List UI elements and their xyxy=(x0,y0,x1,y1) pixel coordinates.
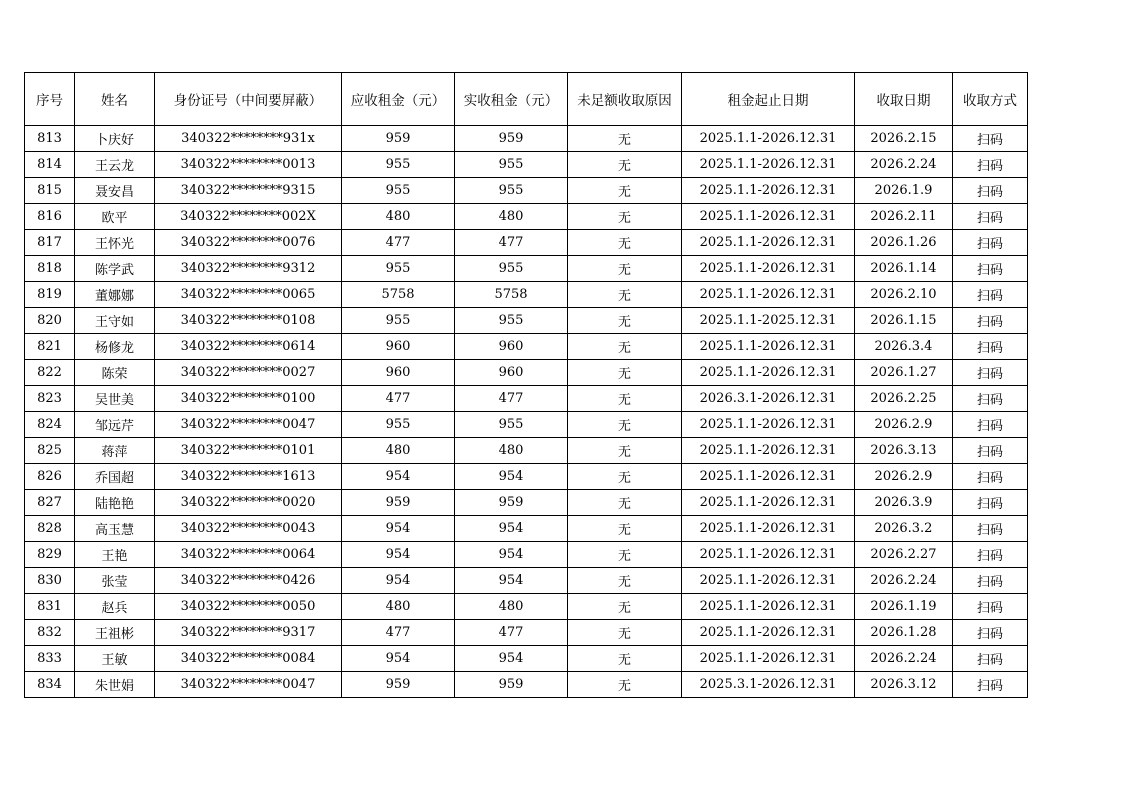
cell-rent-period: 2025.1.1-2026.12.31 xyxy=(682,230,855,256)
cell-serial-number: 834 xyxy=(25,672,75,698)
cell-shortfall-reason: 无 xyxy=(568,204,682,230)
cell-name: 王敏 xyxy=(75,646,155,672)
cell-rent-received: 480 xyxy=(455,204,568,230)
cell-name: 高玉慧 xyxy=(75,516,155,542)
cell-collection-date: 2026.1.15 xyxy=(855,308,953,334)
cell-rent-period: 2025.1.1-2026.12.31 xyxy=(682,334,855,360)
cell-rent-received: 477 xyxy=(455,386,568,412)
cell-rent-received: 955 xyxy=(455,412,568,438)
table-row xyxy=(25,594,1028,620)
column-header-serial-number: 序号 xyxy=(25,73,75,126)
cell-rent-due: 954 xyxy=(342,464,455,490)
table-row xyxy=(25,386,1028,412)
cell-serial-number: 822 xyxy=(25,360,75,386)
cell-rent-due: 477 xyxy=(342,620,455,646)
cell-rent-due: 955 xyxy=(342,412,455,438)
cell-serial-number: 824 xyxy=(25,412,75,438)
cell-name: 王怀光 xyxy=(75,230,155,256)
cell-id-number: 340322********0013 xyxy=(155,152,342,178)
cell-rent-period: 2025.1.1-2026.12.31 xyxy=(682,282,855,308)
table-row xyxy=(25,568,1028,594)
cell-id-number: 340322********0047 xyxy=(155,412,342,438)
cell-name: 邹远芹 xyxy=(75,412,155,438)
cell-name: 赵兵 xyxy=(75,594,155,620)
cell-payment-method: 扫码 xyxy=(953,672,1028,698)
cell-rent-received: 960 xyxy=(455,334,568,360)
table-row xyxy=(25,334,1028,360)
cell-rent-received: 960 xyxy=(455,360,568,386)
cell-rent-due: 480 xyxy=(342,594,455,620)
table-row xyxy=(25,672,1028,698)
cell-payment-method: 扫码 xyxy=(953,308,1028,334)
cell-rent-period: 2025.1.1-2026.12.31 xyxy=(682,542,855,568)
cell-shortfall-reason: 无 xyxy=(568,152,682,178)
cell-payment-method: 扫码 xyxy=(953,542,1028,568)
cell-serial-number: 825 xyxy=(25,438,75,464)
table-row xyxy=(25,256,1028,282)
column-header-shortfall-reason: 未足额收取原因 xyxy=(568,73,682,126)
cell-name: 陈学武 xyxy=(75,256,155,282)
cell-collection-date: 2026.2.10 xyxy=(855,282,953,308)
cell-rent-received: 955 xyxy=(455,152,568,178)
cell-id-number: 340322********0084 xyxy=(155,646,342,672)
cell-shortfall-reason: 无 xyxy=(568,230,682,256)
cell-name: 卜庆好 xyxy=(75,126,155,152)
table-row xyxy=(25,646,1028,672)
cell-id-number: 340322********002X xyxy=(155,204,342,230)
cell-rent-received: 959 xyxy=(455,672,568,698)
cell-payment-method: 扫码 xyxy=(953,360,1028,386)
cell-rent-received: 954 xyxy=(455,464,568,490)
table-row xyxy=(25,464,1028,490)
table-row xyxy=(25,490,1028,516)
table-row xyxy=(25,620,1028,646)
cell-rent-received: 955 xyxy=(455,178,568,204)
cell-serial-number: 833 xyxy=(25,646,75,672)
cell-id-number: 340322********0020 xyxy=(155,490,342,516)
cell-id-number: 340322********0614 xyxy=(155,334,342,360)
cell-collection-date: 2026.3.12 xyxy=(855,672,953,698)
cell-shortfall-reason: 无 xyxy=(568,282,682,308)
cell-rent-period: 2025.3.1-2026.12.31 xyxy=(682,672,855,698)
cell-id-number: 340322********0076 xyxy=(155,230,342,256)
table-row xyxy=(25,230,1028,256)
cell-shortfall-reason: 无 xyxy=(568,256,682,282)
cell-rent-due: 954 xyxy=(342,646,455,672)
cell-payment-method: 扫码 xyxy=(953,646,1028,672)
table-row xyxy=(25,308,1028,334)
cell-shortfall-reason: 无 xyxy=(568,308,682,334)
cell-serial-number: 832 xyxy=(25,620,75,646)
cell-rent-received: 954 xyxy=(455,568,568,594)
cell-id-number: 340322********0043 xyxy=(155,516,342,542)
cell-name: 杨修龙 xyxy=(75,334,155,360)
cell-shortfall-reason: 无 xyxy=(568,386,682,412)
cell-collection-date: 2026.3.2 xyxy=(855,516,953,542)
cell-payment-method: 扫码 xyxy=(953,282,1028,308)
cell-payment-method: 扫码 xyxy=(953,594,1028,620)
cell-id-number: 340322********0100 xyxy=(155,386,342,412)
cell-rent-period: 2025.1.1-2026.12.31 xyxy=(682,620,855,646)
cell-rent-due: 480 xyxy=(342,438,455,464)
cell-payment-method: 扫码 xyxy=(953,412,1028,438)
cell-id-number: 340322********0101 xyxy=(155,438,342,464)
cell-payment-method: 扫码 xyxy=(953,204,1028,230)
cell-payment-method: 扫码 xyxy=(953,620,1028,646)
cell-rent-received: 959 xyxy=(455,126,568,152)
cell-payment-method: 扫码 xyxy=(953,126,1028,152)
table-row xyxy=(25,516,1028,542)
cell-collection-date: 2026.2.27 xyxy=(855,542,953,568)
cell-serial-number: 814 xyxy=(25,152,75,178)
cell-rent-period: 2025.1.1-2026.12.31 xyxy=(682,568,855,594)
cell-name: 王守如 xyxy=(75,308,155,334)
cell-collection-date: 2026.1.14 xyxy=(855,256,953,282)
cell-rent-due: 955 xyxy=(342,308,455,334)
cell-rent-received: 959 xyxy=(455,490,568,516)
cell-rent-received: 480 xyxy=(455,594,568,620)
cell-shortfall-reason: 无 xyxy=(568,178,682,204)
cell-collection-date: 2026.2.9 xyxy=(855,412,953,438)
cell-id-number: 340322********0064 xyxy=(155,542,342,568)
table-row xyxy=(25,204,1028,230)
cell-rent-received: 954 xyxy=(455,646,568,672)
cell-serial-number: 821 xyxy=(25,334,75,360)
cell-rent-period: 2025.1.1-2026.12.31 xyxy=(682,126,855,152)
cell-collection-date: 2026.2.15 xyxy=(855,126,953,152)
cell-serial-number: 831 xyxy=(25,594,75,620)
table-row xyxy=(25,152,1028,178)
cell-rent-period: 2025.1.1-2026.12.31 xyxy=(682,646,855,672)
cell-collection-date: 2026.1.19 xyxy=(855,594,953,620)
cell-serial-number: 829 xyxy=(25,542,75,568)
table-row xyxy=(25,542,1028,568)
cell-payment-method: 扫码 xyxy=(953,230,1028,256)
cell-name: 蒋萍 xyxy=(75,438,155,464)
cell-rent-due: 959 xyxy=(342,672,455,698)
cell-rent-due: 480 xyxy=(342,204,455,230)
cell-rent-due: 5758 xyxy=(342,282,455,308)
cell-rent-period: 2025.1.1-2026.12.31 xyxy=(682,516,855,542)
cell-rent-due: 955 xyxy=(342,152,455,178)
cell-payment-method: 扫码 xyxy=(953,490,1028,516)
cell-rent-received: 5758 xyxy=(455,282,568,308)
cell-collection-date: 2026.1.26 xyxy=(855,230,953,256)
cell-name: 王祖彬 xyxy=(75,620,155,646)
cell-rent-period: 2025.1.1-2025.12.31 xyxy=(682,308,855,334)
cell-rent-due: 954 xyxy=(342,542,455,568)
cell-collection-date: 2026.2.25 xyxy=(855,386,953,412)
table-row xyxy=(25,126,1028,152)
cell-serial-number: 830 xyxy=(25,568,75,594)
cell-shortfall-reason: 无 xyxy=(568,594,682,620)
cell-rent-due: 959 xyxy=(342,126,455,152)
cell-rent-due: 477 xyxy=(342,230,455,256)
cell-rent-due: 955 xyxy=(342,178,455,204)
cell-shortfall-reason: 无 xyxy=(568,490,682,516)
cell-rent-received: 954 xyxy=(455,516,568,542)
cell-shortfall-reason: 无 xyxy=(568,542,682,568)
cell-payment-method: 扫码 xyxy=(953,568,1028,594)
cell-rent-due: 477 xyxy=(342,386,455,412)
cell-shortfall-reason: 无 xyxy=(568,438,682,464)
cell-id-number: 340322********9317 xyxy=(155,620,342,646)
cell-serial-number: 813 xyxy=(25,126,75,152)
cell-shortfall-reason: 无 xyxy=(568,568,682,594)
cell-serial-number: 820 xyxy=(25,308,75,334)
cell-payment-method: 扫码 xyxy=(953,516,1028,542)
cell-id-number: 340322********1613 xyxy=(155,464,342,490)
cell-id-number: 340322********9312 xyxy=(155,256,342,282)
cell-shortfall-reason: 无 xyxy=(568,620,682,646)
cell-serial-number: 817 xyxy=(25,230,75,256)
table-header-row xyxy=(25,73,1028,126)
cell-rent-period: 2025.1.1-2026.12.31 xyxy=(682,594,855,620)
cell-rent-received: 477 xyxy=(455,620,568,646)
cell-id-number: 340322********9315 xyxy=(155,178,342,204)
table-row xyxy=(25,282,1028,308)
cell-rent-period: 2025.1.1-2026.12.31 xyxy=(682,178,855,204)
table-row xyxy=(25,178,1028,204)
cell-rent-received: 955 xyxy=(455,256,568,282)
table-body xyxy=(25,126,1028,698)
cell-collection-date: 2026.1.28 xyxy=(855,620,953,646)
cell-id-number: 340322********931x xyxy=(155,126,342,152)
cell-shortfall-reason: 无 xyxy=(568,516,682,542)
cell-collection-date: 2026.2.11 xyxy=(855,204,953,230)
cell-name: 张莹 xyxy=(75,568,155,594)
cell-rent-due: 960 xyxy=(342,334,455,360)
cell-name: 王艳 xyxy=(75,542,155,568)
cell-rent-period: 2025.1.1-2026.12.31 xyxy=(682,464,855,490)
cell-name: 陆艳艳 xyxy=(75,490,155,516)
cell-payment-method: 扫码 xyxy=(953,386,1028,412)
cell-serial-number: 823 xyxy=(25,386,75,412)
cell-collection-date: 2026.3.13 xyxy=(855,438,953,464)
cell-id-number: 340322********0047 xyxy=(155,672,342,698)
cell-rent-period: 2025.1.1-2026.12.31 xyxy=(682,412,855,438)
cell-payment-method: 扫码 xyxy=(953,178,1028,204)
column-header-payment-method: 收取方式 xyxy=(953,73,1028,126)
cell-collection-date: 2026.3.9 xyxy=(855,490,953,516)
cell-shortfall-reason: 无 xyxy=(568,126,682,152)
column-header-rent-received: 实收租金（元） xyxy=(455,73,568,126)
cell-rent-period: 2025.1.1-2026.12.31 xyxy=(682,152,855,178)
cell-serial-number: 815 xyxy=(25,178,75,204)
column-header-name: 姓名 xyxy=(75,73,155,126)
cell-payment-method: 扫码 xyxy=(953,464,1028,490)
column-header-collection-date: 收取日期 xyxy=(855,73,953,126)
cell-serial-number: 818 xyxy=(25,256,75,282)
cell-shortfall-reason: 无 xyxy=(568,464,682,490)
table-row xyxy=(25,360,1028,386)
column-header-id-number: 身份证号（中间要屏蔽） xyxy=(155,73,342,126)
cell-rent-received: 480 xyxy=(455,438,568,464)
cell-rent-received: 477 xyxy=(455,230,568,256)
cell-collection-date: 2026.1.27 xyxy=(855,360,953,386)
cell-payment-method: 扫码 xyxy=(953,152,1028,178)
cell-rent-period: 2025.1.1-2026.12.31 xyxy=(682,360,855,386)
cell-rent-period: 2026.3.1-2026.12.31 xyxy=(682,386,855,412)
cell-rent-received: 954 xyxy=(455,542,568,568)
cell-name: 乔国超 xyxy=(75,464,155,490)
cell-name: 聂安昌 xyxy=(75,178,155,204)
cell-serial-number: 816 xyxy=(25,204,75,230)
cell-rent-due: 960 xyxy=(342,360,455,386)
cell-payment-method: 扫码 xyxy=(953,334,1028,360)
cell-shortfall-reason: 无 xyxy=(568,672,682,698)
cell-name: 朱世娟 xyxy=(75,672,155,698)
cell-collection-date: 2026.2.24 xyxy=(855,646,953,672)
cell-shortfall-reason: 无 xyxy=(568,334,682,360)
cell-name: 欧平 xyxy=(75,204,155,230)
cell-collection-date: 2026.2.24 xyxy=(855,568,953,594)
cell-serial-number: 826 xyxy=(25,464,75,490)
cell-payment-method: 扫码 xyxy=(953,438,1028,464)
cell-name: 吴世美 xyxy=(75,386,155,412)
cell-shortfall-reason: 无 xyxy=(568,646,682,672)
cell-collection-date: 2026.1.9 xyxy=(855,178,953,204)
cell-shortfall-reason: 无 xyxy=(568,412,682,438)
cell-name: 陈荣 xyxy=(75,360,155,386)
cell-name: 王云龙 xyxy=(75,152,155,178)
cell-serial-number: 828 xyxy=(25,516,75,542)
cell-name: 董娜娜 xyxy=(75,282,155,308)
cell-serial-number: 827 xyxy=(25,490,75,516)
cell-id-number: 340322********0426 xyxy=(155,568,342,594)
cell-serial-number: 819 xyxy=(25,282,75,308)
cell-rent-due: 955 xyxy=(342,256,455,282)
cell-rent-period: 2025.1.1-2026.12.31 xyxy=(682,438,855,464)
table-row xyxy=(25,412,1028,438)
cell-shortfall-reason: 无 xyxy=(568,360,682,386)
cell-collection-date: 2026.2.24 xyxy=(855,152,953,178)
cell-rent-period: 2025.1.1-2026.12.31 xyxy=(682,490,855,516)
cell-id-number: 340322********0050 xyxy=(155,594,342,620)
cell-id-number: 340322********0108 xyxy=(155,308,342,334)
cell-rent-due: 959 xyxy=(342,490,455,516)
cell-collection-date: 2026.2.9 xyxy=(855,464,953,490)
cell-id-number: 340322********0065 xyxy=(155,282,342,308)
cell-collection-date: 2026.3.4 xyxy=(855,334,953,360)
column-header-rent-period: 租金起止日期 xyxy=(682,73,855,126)
cell-rent-period: 2025.1.1-2026.12.31 xyxy=(682,256,855,282)
cell-rent-period: 2025.1.1-2026.12.31 xyxy=(682,204,855,230)
rent-collection-table xyxy=(24,72,1028,698)
table-row xyxy=(25,438,1028,464)
cell-rent-due: 954 xyxy=(342,516,455,542)
cell-rent-received: 955 xyxy=(455,308,568,334)
column-header-rent-due: 应收租金（元） xyxy=(342,73,455,126)
cell-id-number: 340322********0027 xyxy=(155,360,342,386)
cell-rent-due: 954 xyxy=(342,568,455,594)
cell-payment-method: 扫码 xyxy=(953,256,1028,282)
